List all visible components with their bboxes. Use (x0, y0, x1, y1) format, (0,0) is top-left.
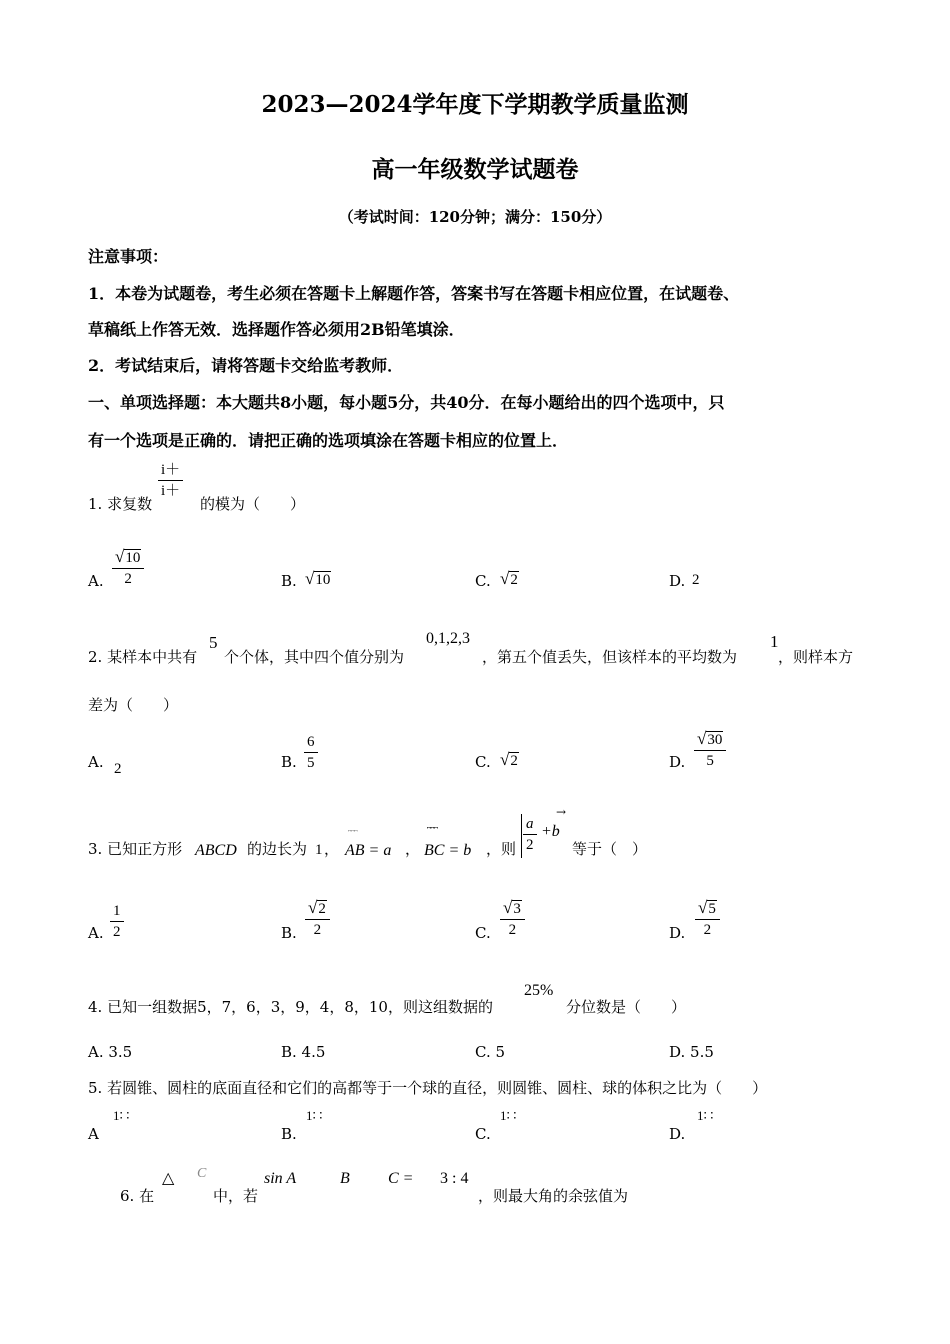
q2-sample-size: 5 (209, 633, 218, 652)
note-item-2: 2．考试结束后，请将答题卡交给监考教师． (88, 356, 404, 375)
q3-shape: ABCD (195, 842, 237, 859)
q1-option-b-value: √10 (305, 569, 331, 588)
q6-b: B (340, 1170, 350, 1187)
q3-abs-bar-left (521, 814, 522, 858)
q4-option-d: D. 5.5 (669, 1043, 714, 1061)
q6-text-3: ，则最大角的余弦值为 (478, 1187, 629, 1205)
q1-suffix: 的模为（ ） (200, 495, 306, 513)
q3-option-c-value: $\frac{√3}{2}$ (500, 899, 525, 939)
q1-option-d-label: D. (669, 572, 686, 590)
q3-side-length: 1 (315, 842, 323, 858)
q1-option-a-value: $\frac{√10}{2}$ (112, 548, 144, 588)
q5-option-b-label: B. (281, 1125, 297, 1143)
q3-text-4: ， (405, 840, 421, 858)
q3-option-d-value: $\frac{√5}{2}$ (695, 899, 720, 939)
q5-text-1: 5. 若圆锥、圆柱的底面直径和它们的高都等于一个球的直径，则圆锥、圆柱、球的体积之比为（ ） (88, 1079, 768, 1097)
q3-text-1: 3. 已知正方形 (88, 840, 183, 858)
q4-option-b: B. 4.5 (281, 1043, 326, 1061)
q2-text-3: ，第五个值丢失，但该样本的平均数为 (482, 648, 738, 666)
q2-option-a-label: A. (88, 753, 104, 771)
q5-option-d-fragment: 1∶ ∶ (697, 1108, 714, 1123)
q2-option-c-label: C. (475, 753, 491, 771)
q1-fraction-numerator: i＋ (158, 461, 183, 481)
q3-text-5: ，则 (486, 840, 517, 858)
q3-text-6: 等于（ ） (572, 840, 648, 858)
q1-option-c-label: C. (475, 572, 491, 590)
q3-vector-bc: BC = b (424, 842, 472, 859)
q1-fraction-denominator: i＋ (161, 483, 181, 499)
q3-vector-ab: AB = a (345, 842, 392, 859)
q3-vector-arrow-ab: ⎴⎴⎴ (348, 830, 358, 839)
exam-info: （考试时间：120分钟；满分：150分） (338, 208, 612, 226)
q3-vector-arrow-bc: ⎴⎴⎴ (427, 828, 438, 838)
q2-text-4: ，则样本方 (778, 648, 854, 666)
q5-option-a-label: A (88, 1125, 99, 1143)
q6-vertex-c: C (197, 1166, 207, 1181)
q4-text-1: 4. 已知一组数据5，7，6，3，9，4，8，10，则这组数据的 (88, 998, 493, 1016)
q3-expression-tail: +b (541, 823, 560, 840)
q6-text-1: 6. 在 (120, 1187, 155, 1205)
q1-option-b-label: B. (281, 572, 297, 590)
q1-option-a-label: A. (88, 572, 104, 590)
q4-option-a: A. 3.5 (88, 1043, 133, 1061)
q2-text-1: 2. 某样本中共有 (88, 648, 198, 666)
q2-text-2: 个个体，其中四个值分别为 (224, 648, 405, 666)
q2-option-d-value: $\frac{√30}{5}$ (694, 730, 726, 770)
q6-triangle-symbol: △ (162, 1170, 175, 1187)
section-1-line-1: 一、单项选择题：本大题共8小题，每小题5分，共40分．在每小题给出的四个选项中，只 (88, 393, 725, 412)
q3-option-b-value: $\frac{√2}{2}$ (305, 899, 330, 939)
q2-mean: 1 (770, 632, 779, 651)
q2-values: 0,1,2,3 (426, 630, 470, 647)
q3-text-3: ， (324, 840, 340, 858)
q3-option-c-label: C. (475, 924, 491, 942)
q4-percentile: 25% (524, 982, 554, 999)
q5-option-c-fragment: 1∶ ∶ (500, 1108, 517, 1123)
q1-option-d-value: 2 (692, 572, 700, 588)
q3-option-a-value: $\frac{1}{2}$ (110, 902, 124, 941)
q5-option-d-label: D. (669, 1125, 686, 1143)
q4-option-c: C. 5 (475, 1043, 506, 1061)
q1-fraction (158, 461, 183, 500)
q1-option-a-denominator: 2 (124, 571, 132, 587)
q3-option-d-label: D. (669, 924, 686, 942)
q5-option-a-fragment: 1∶ ∶ (113, 1108, 130, 1123)
q2-option-b-label: B. (281, 753, 297, 771)
q6-sin-a: sin A (264, 1170, 297, 1187)
q3-option-a-label: A. (88, 924, 104, 942)
q3-option-b-label: B. (281, 924, 297, 942)
q2-option-d-label: D. (669, 753, 686, 771)
q2-option-a-value: 2 (114, 761, 122, 777)
q6-c-equals: C = (388, 1170, 414, 1187)
note-item-1-line-1: 1．本卷为试题卷，考生必须在答题卡上解题作答，答案书写在答题卡相应位置，在试题卷、 (88, 284, 740, 303)
q2-option-b-value: $\frac{6}{5}$ (304, 733, 318, 772)
q5-option-c-label: C. (475, 1125, 491, 1143)
q1-option-c-value: √2 (500, 569, 518, 588)
q6-ratio: 3 : 4 (440, 1170, 469, 1187)
note-item-1-line-2: 草稿纸上作答无效．选择题作答必须用2B铅笔填涂． (88, 320, 465, 339)
q3-vector-arrow-b: → (556, 805, 567, 819)
q6-text-2: 中，若 (213, 1187, 259, 1205)
q2-text-5: 差为（ ） (88, 696, 179, 714)
section-1-line-2: 有一个选项是正确的．请把正确的选项填涂在答题卡相应的位置上． (88, 431, 569, 450)
q2-option-c-value: √2 (500, 750, 518, 769)
exam-title: 2023—2024学年度下学期教学质量监测 (261, 91, 689, 118)
q5-option-b-fragment: 1∶ ∶ (306, 1108, 323, 1123)
notes-heading: 注意事项： (88, 247, 169, 266)
q3-text-2: 的边长为 (247, 840, 308, 858)
q1-prefix: 1. 求复数 (88, 495, 153, 513)
q4-text-2: 分位数是（ ） (566, 998, 687, 1016)
paper-subtitle: 高一年级数学试题卷 (371, 156, 579, 183)
q3-expression: $\frac{a}{2}$ (523, 815, 537, 854)
q1-option-a-radicand: 10 (125, 550, 141, 566)
